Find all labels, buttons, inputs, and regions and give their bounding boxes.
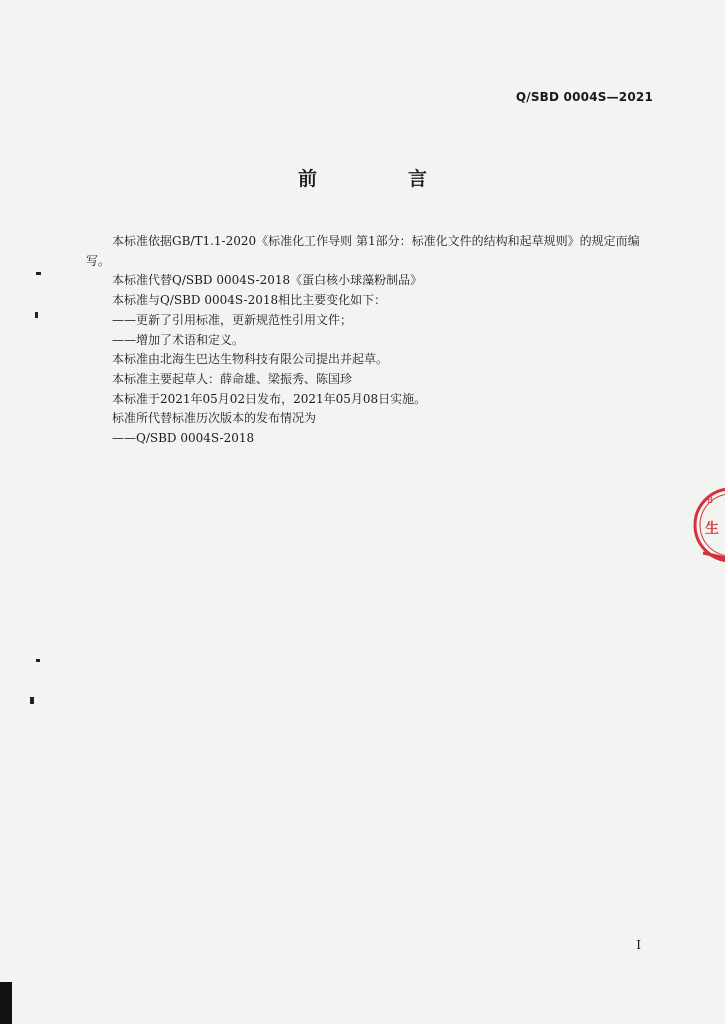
paragraph: 标准所代替标准历次版本的发布情况为 — [112, 411, 317, 426]
paragraph: 本标准与Q/SBD 0004S-2018相比主要变化如下： — [112, 293, 387, 308]
svg-text:B: B — [707, 496, 714, 506]
paragraph: 本标准由北海生巴达生物科技有限公司提出并起草。 — [112, 352, 389, 367]
paragraph: ——增加了术语和定义。 — [112, 332, 245, 347]
scan-mark — [36, 272, 41, 275]
paragraph: 本标准代替Q/SBD 0004S-2018《蛋白核小球藻粉制品》 — [112, 273, 423, 288]
preface-body — [86, 232, 661, 449]
paragraph: 本标准依据GB/T1.1-2020《标准化工作导则 第1部分：标准化文件的结构和起草规则》的规定而编写。 — [86, 234, 640, 268]
paragraph: ——Q/SBD 0004S-2018 — [112, 431, 255, 446]
paragraph: 本标准于2021年05月02日发布，2021年05月08日实施。 — [112, 391, 427, 406]
page-number: I — [636, 938, 641, 952]
page-title: 前 言 — [297, 168, 463, 190]
svg-text:生: 生 — [705, 521, 719, 537]
standard-number: Q/SBD 0004S—2021 — [515, 90, 653, 104]
company-seal-stamp — [691, 475, 725, 575]
scan-mark — [30, 697, 34, 704]
scan-mark — [35, 312, 38, 318]
paragraph: 本标准主要起草人：薛命雄、梁振秀、陈国珍 — [112, 371, 353, 386]
paragraph: ——更新了引用标准，更新规范性引用文件； — [112, 312, 353, 327]
scan-edge-bar — [0, 982, 12, 1024]
scan-mark — [36, 659, 40, 662]
